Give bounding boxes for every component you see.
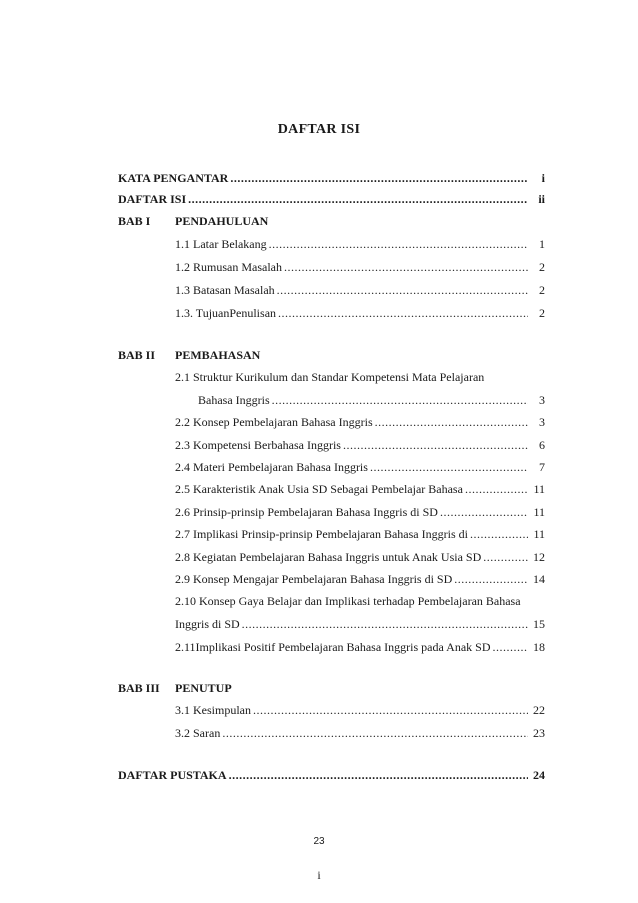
dot-leader — [222, 726, 528, 741]
dot-leader — [370, 460, 528, 475]
toc-entry-page: 11 — [533, 505, 545, 519]
toc-entry-page: 6 — [539, 438, 545, 452]
toc-entry-page: 1 — [539, 237, 545, 251]
toc-entry — [175, 505, 545, 520]
toc-entry-label: 2.11Implikasi Positif Pembelajaran Bahasa Inggris pada Anak SD — [175, 640, 491, 654]
toc-entry-page: i — [541, 171, 545, 185]
toc-entry-kata-pengantar — [118, 171, 545, 186]
toc-entry-page: 12 — [533, 550, 545, 564]
toc-entry-page: 11 — [533, 527, 545, 541]
dot-leader — [343, 438, 528, 453]
toc-entry-daftar-isi — [118, 192, 545, 207]
toc-entry — [175, 306, 545, 321]
dot-leader — [284, 260, 528, 275]
toc-entry-label: 1.1 Latar Belakang — [175, 237, 267, 251]
dot-leader — [272, 393, 528, 408]
toc-entry-page: 3 — [539, 393, 545, 407]
toc-entry-page: 7 — [539, 460, 545, 474]
dot-leader — [493, 640, 529, 655]
toc-entry-label: KATA PENGANTAR — [118, 171, 229, 185]
dot-leader — [454, 572, 528, 587]
toc-entry-page: 14 — [533, 572, 545, 586]
toc-entry-label: 2.8 Kegiatan Pembelajaran Bahasa Inggris untuk Anak Usia SD — [175, 550, 482, 564]
toc-entry-label: Inggris di SD — [175, 617, 240, 631]
toc-entry — [175, 460, 545, 475]
toc-entry-label: 3.2 Saran — [175, 726, 221, 740]
toc-entry-page: 24 — [533, 768, 545, 782]
toc-entry-label: 3.1 Kesimpulan — [175, 703, 251, 717]
toc-entry-label: 2.9 Konsep Mengajar Pembelajaran Bahasa Inggris di SD — [175, 572, 453, 586]
toc-entry-label: 2.4 Materi Pembelajaran Bahasa Inggris — [175, 460, 368, 474]
chapter-title: PENUTUP — [175, 681, 232, 695]
toc-entry-label: 1.3. TujuanPenulisan — [175, 306, 277, 320]
dot-leader — [230, 171, 528, 186]
chapter-title: PENDAHULUAN — [175, 214, 269, 228]
page-title: DAFTAR ISI — [277, 122, 361, 137]
roman-page-number: i — [317, 868, 321, 882]
toc-entry — [175, 482, 545, 497]
dot-leader — [483, 550, 528, 565]
chapter-number: BAB I — [118, 214, 151, 228]
dot-leader — [465, 482, 528, 497]
dot-leader — [229, 768, 528, 783]
toc-entry-page: 2 — [539, 306, 545, 320]
toc-entry-page: 11 — [533, 482, 545, 496]
toc-entry-page: 22 — [533, 703, 545, 717]
toc-entry-page: ii — [538, 192, 545, 206]
footer-page-number: 23 — [313, 836, 325, 847]
toc-entry — [175, 260, 545, 275]
toc-entry-page: 15 — [533, 617, 545, 631]
toc-entry-page: 18 — [533, 640, 545, 654]
dot-leader — [188, 192, 528, 207]
dot-leader — [278, 306, 528, 321]
toc-entry-label: 2.7 Implikasi Prinsip-prinsip Pembelajaran Bahasa Inggris di — [175, 527, 468, 541]
toc-entry-label: 2.3 Kompetensi Berbahasa Inggris — [175, 438, 341, 452]
toc-entry-label: 1.2 Rumusan Masalah — [175, 260, 282, 274]
dot-leader — [277, 283, 528, 298]
toc-entry — [175, 438, 545, 453]
toc-entry — [175, 617, 545, 632]
chapter-number: BAB III — [118, 681, 160, 695]
toc-entry — [175, 572, 545, 587]
dot-leader — [470, 527, 528, 542]
toc-entry — [175, 640, 545, 655]
toc-entry — [198, 393, 545, 408]
dot-leader — [375, 415, 528, 430]
toc-entry-page: 3 — [539, 415, 545, 429]
toc-entry-daftar-pustaka — [118, 768, 545, 783]
toc-entry — [175, 237, 545, 252]
chapter-title: PEMBAHASAN — [175, 348, 261, 362]
toc-entry-label: 1.3 Batasan Masalah — [175, 283, 275, 297]
toc-entry — [175, 550, 545, 565]
toc-entry — [175, 283, 545, 298]
toc-entry-label: 2.5 Karakteristik Anak Usia SD Sebagai Pembelajar Bahasa — [175, 482, 463, 496]
toc-entry-label: Bahasa Inggris — [198, 393, 270, 407]
dot-leader — [253, 703, 528, 718]
toc-entry-label: 2.1 Struktur Kurikulum dan Standar Kompetensi Mata Pelajaran — [175, 370, 485, 384]
toc-entry — [175, 527, 545, 542]
toc-entry — [175, 703, 545, 718]
toc-entry-page: 23 — [533, 726, 545, 740]
toc-entry — [175, 415, 545, 430]
dot-leader — [440, 505, 528, 520]
toc-entry-label: 2.6 Prinsip-prinsip Pembelajaran Bahasa Inggris di SD — [175, 505, 438, 519]
chapter-number: BAB II — [118, 348, 156, 362]
toc-entry — [175, 726, 545, 741]
dot-leader — [269, 237, 528, 252]
toc-entry-label: 2.2 Konsep Pembelajaran Bahasa Inggris — [175, 415, 373, 429]
toc-entry-page: 2 — [539, 260, 545, 274]
toc-entry-label: DAFTAR ISI — [118, 192, 187, 206]
toc-entry-label: 2.10 Konsep Gaya Belajar dan Implikasi terhadap Pembelajaran Bahasa — [175, 594, 521, 608]
toc-entry-page: 2 — [539, 283, 545, 297]
toc-entry-label: DAFTAR PUSTAKA — [118, 768, 227, 782]
dot-leader — [242, 617, 528, 632]
